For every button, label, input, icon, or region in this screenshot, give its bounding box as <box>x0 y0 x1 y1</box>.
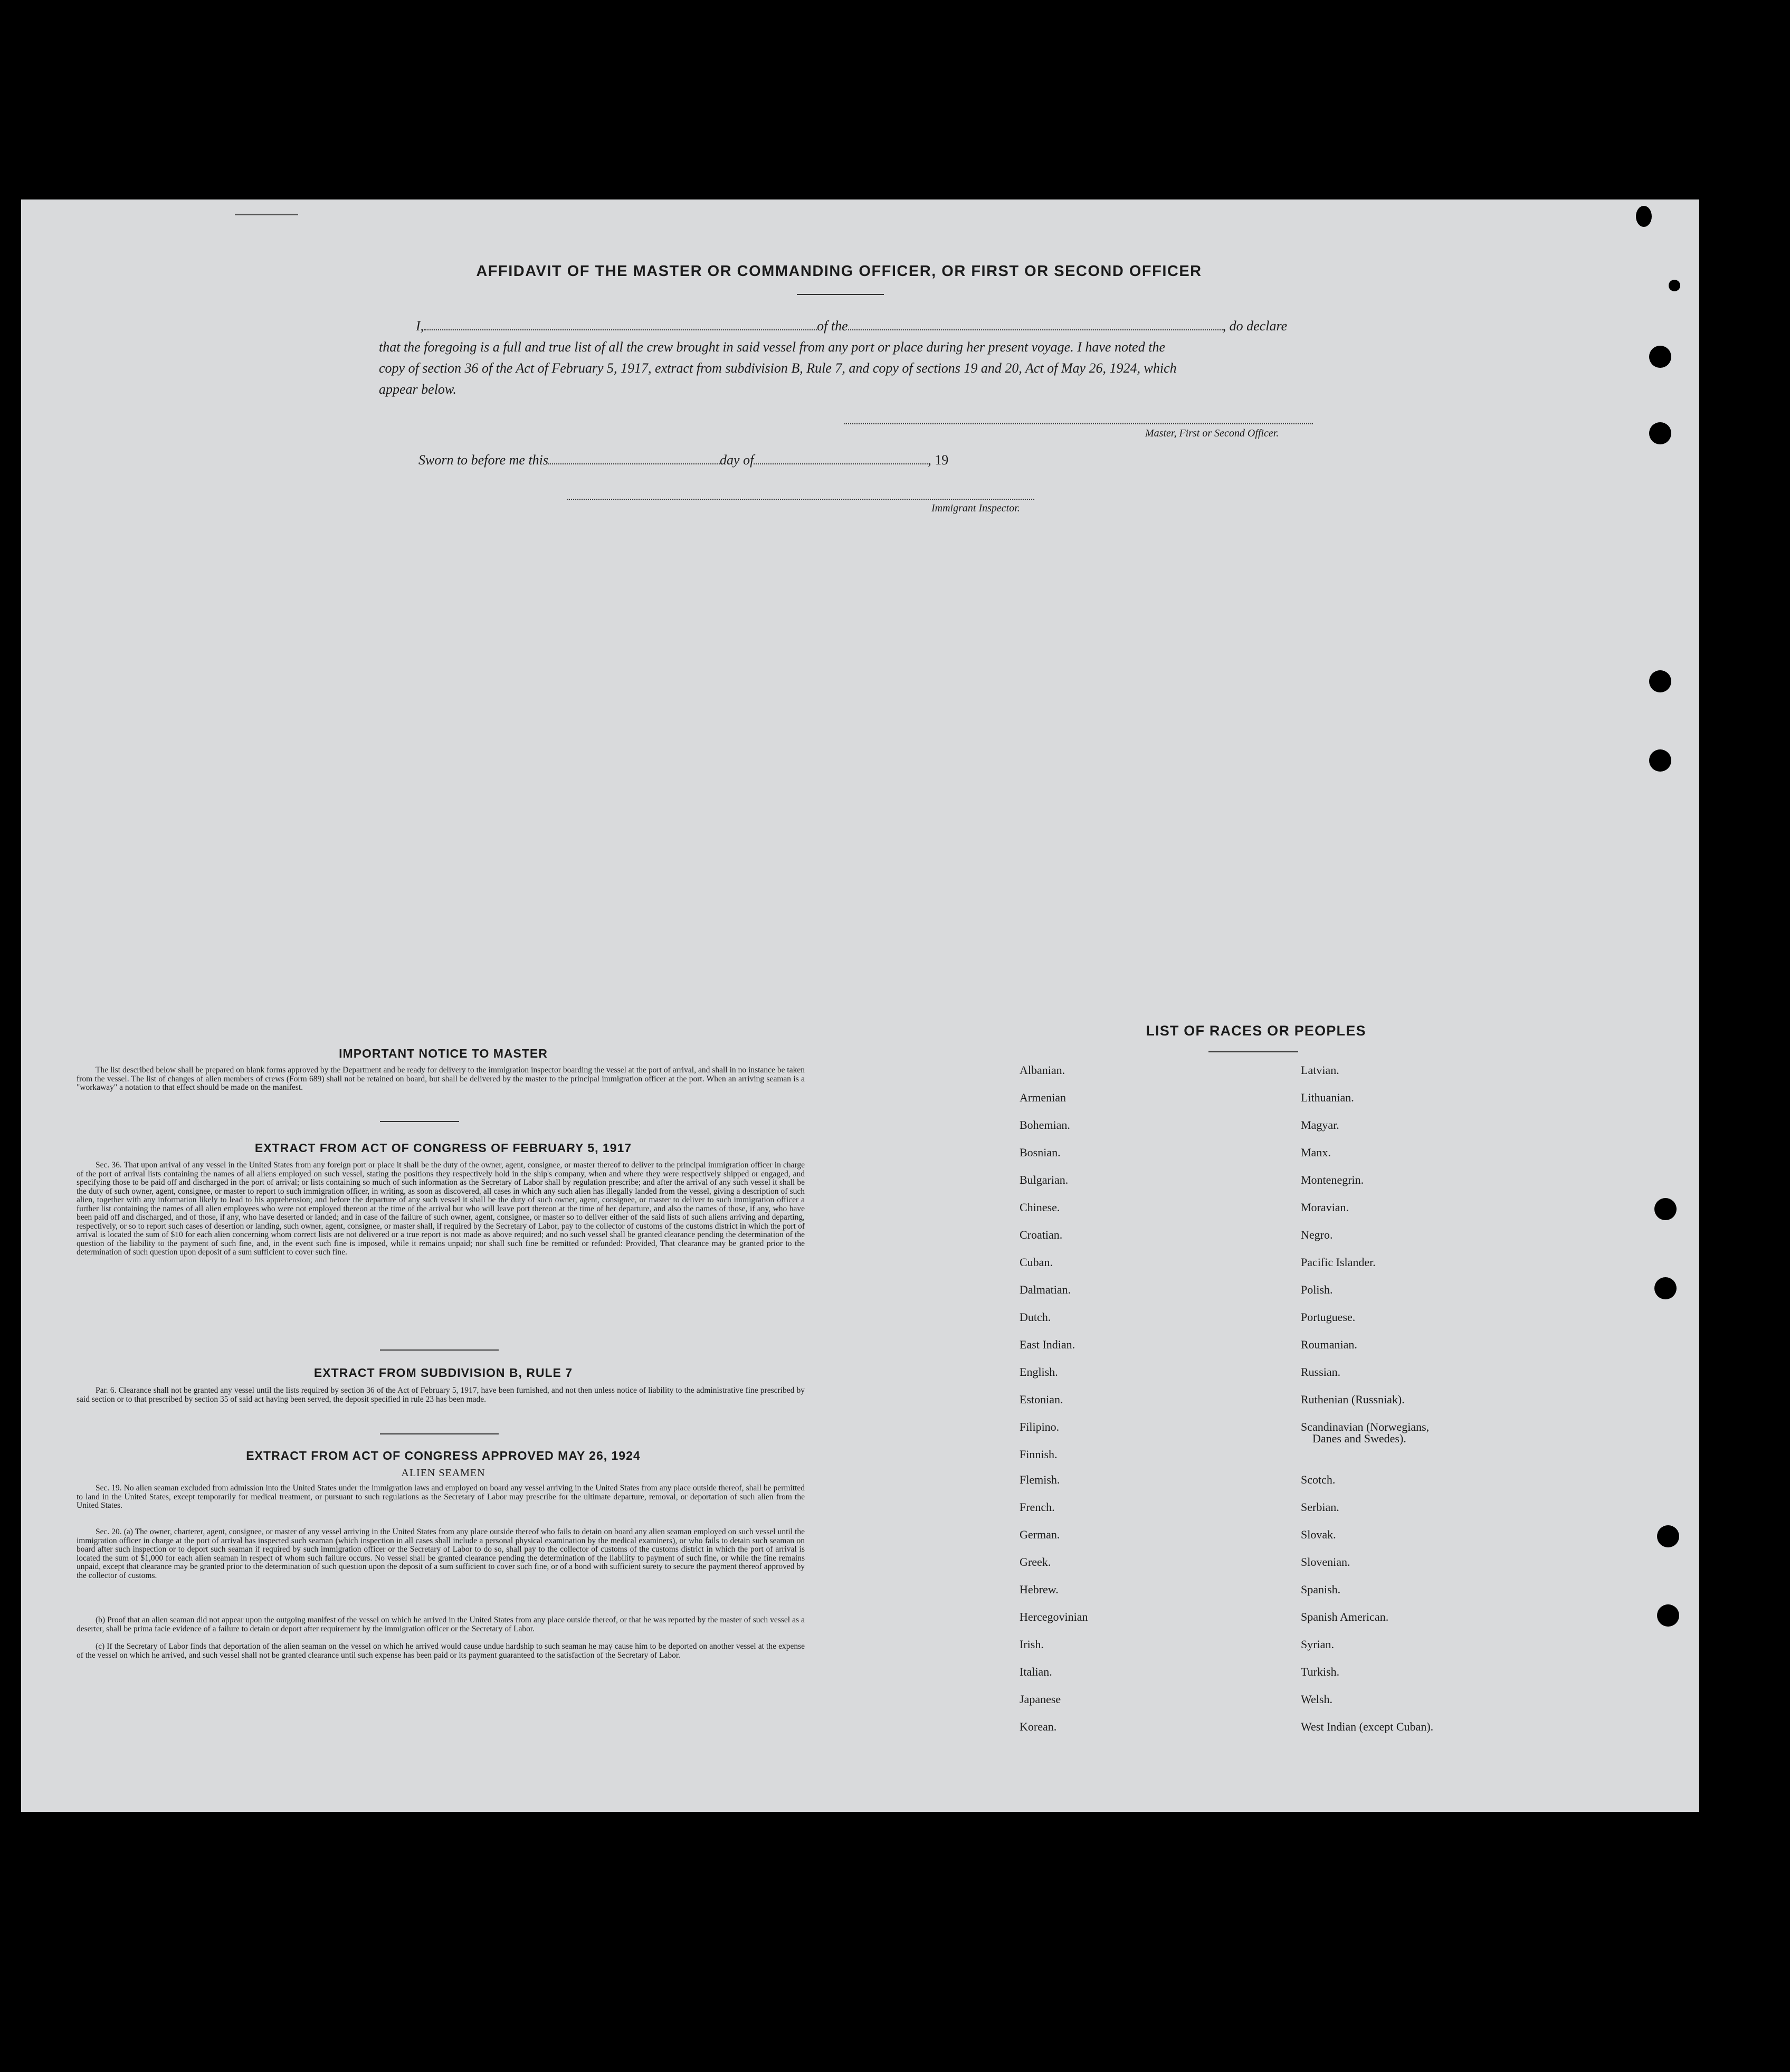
race-item: Greek. <box>1020 1555 1051 1569</box>
sworn-day-field[interactable] <box>548 452 720 464</box>
punch-hole <box>1657 1604 1679 1627</box>
race-item: Hercegovinian <box>1020 1610 1088 1623</box>
punch-hole <box>1649 670 1671 692</box>
punch-hole <box>1654 1198 1677 1220</box>
race-item: Roumanian. <box>1301 1338 1357 1351</box>
notice-title: IMPORTANT NOTICE TO MASTER <box>339 1047 548 1060</box>
extract-rule7-body: Par. 6. Clearance shall not be granted any vessel until the lists required by section 36 of the Act of February 5, 1917, have been furnished, and not then unless notice of liability to the administrative fine prescribed by said section or to that prescribed by section 35 of said act having been served, the deposit specified in rule 23 has been made. <box>77 1386 805 1404</box>
race-item: West Indian (except Cuban). <box>1301 1720 1434 1733</box>
race-item: Russian. <box>1301 1365 1341 1379</box>
race-item: Lithuanian. <box>1301 1091 1354 1104</box>
race-item: Turkish. <box>1301 1665 1340 1678</box>
extract-1924-sec19: Sec. 19. No alien seaman excluded from admission into the United States under the immigration laws and employed on board any vessel arriving in the United States from any place outside thereof, shall be permitted to land in the United States, except temporarily for medical treatment, or pursuant to such regulations as the Secretary of Labor may prescribe for the ultimate departure, removal, or deportation of such alien from the United States. <box>77 1484 805 1510</box>
race-item: Moravian. <box>1301 1201 1349 1214</box>
punch-hole <box>1669 280 1680 291</box>
race-item: German. <box>1020 1528 1060 1541</box>
section-divider <box>380 1349 499 1351</box>
master-signature-line[interactable] <box>844 423 1313 424</box>
race-item: Cuban. <box>1020 1256 1053 1269</box>
sworn-line <box>379 450 1313 471</box>
punch-hole <box>1654 1277 1677 1299</box>
affidavit-title: AFFIDAVIT OF THE MASTER OR COMMANDING OFFICER, OR FIRST OR SECOND OFFICER <box>476 263 1202 280</box>
affidavit-line-4: appear below. <box>379 382 456 397</box>
scan-speck <box>235 214 298 215</box>
race-item: Bosnian. <box>1020 1146 1061 1159</box>
section-divider <box>380 1433 499 1434</box>
title-divider <box>797 294 884 295</box>
race-item: Japanese <box>1020 1693 1061 1706</box>
affidavit-of-the: of the <box>817 318 848 334</box>
day-of-label: day of <box>720 452 754 468</box>
race-item: Portuguese. <box>1301 1310 1356 1324</box>
race-item: Finnish. <box>1020 1448 1058 1461</box>
race-item: Pacific Islander. <box>1301 1256 1376 1269</box>
extract-1924-sec20b: (b) Proof that an alien seaman did not appear upon the outgoing manifest of the vessel on which he arrived in the United States from any place outside thereof, or that he was reported by the master of such vessel as a deserter, shall be prima facie evidence of a failure to detain or deport after requirement by the immigration officer or the Secretary of Labor. <box>77 1615 805 1633</box>
extract-1924-sec20a: Sec. 20. (a) The owner, charterer, agent, consignee, or master of any vessel arriving in the United States from any place outside thereof who fails to detain on board any alien seaman employed on such vessel until the immigration officer in charge at the port of arrival has inspected such seaman (which inspection in all cases shall include a personal physical examination by the medical examiners), or who fails to detain such seaman on board after such inspection or to deport such seaman if required by such immigration officer or the Secretary of Labor to do so, shall pay to the collector of customs of the customs district in which the port of arrival is located the sum of $1,000 for each alien seaman in respect of whom such failure occurs. No vessel shall be granted clearance pending the determination of the liability to payment of such fine, or while the fine remains unpaid, except that clearance may be granted prior to the determination of such question upon the deposit of a sum sufficient to cover such fine, or of a bond with sufficient surety to secure the payment thereof approved by the collector of customs. <box>77 1527 805 1580</box>
inspector-caption: Immigrant Inspector. <box>931 502 1020 514</box>
race-item: Estonian. <box>1020 1393 1063 1406</box>
race-item: Dalmatian. <box>1020 1283 1071 1296</box>
race-item: Korean. <box>1020 1720 1057 1733</box>
race-item: Irish. <box>1020 1638 1044 1651</box>
extract-1917-title: EXTRACT FROM ACT OF CONGRESS OF FEBRUARY 5, 1917 <box>254 1141 632 1155</box>
year-label: , 19 <box>928 452 949 468</box>
race-item: East Indian. <box>1020 1338 1075 1351</box>
race-item: Serbian. <box>1301 1500 1339 1514</box>
race-item: Croatian. <box>1020 1228 1063 1241</box>
name-field[interactable] <box>424 318 817 330</box>
sworn-label: Sworn to before me this <box>418 452 549 468</box>
race-item: Filipino. <box>1020 1420 1060 1433</box>
master-caption: Master, First or Second Officer. <box>1145 427 1279 439</box>
affidavit-declare: , do declare <box>1222 318 1288 334</box>
race-item: Magyar. <box>1301 1118 1339 1132</box>
extract-1924-subtitle: ALIEN SEAMEN <box>401 1467 485 1479</box>
race-item: Bulgarian. <box>1020 1173 1069 1186</box>
extract-1917-body: Sec. 36. That upon arrival of any vessel in the United States from any foreign port or place it shall be the duty of the owner, agent, consignee, or master thereof to deliver to the principal immigration officer in charge of the port of arrival lists containing the names of all aliens employed on such vessel, stating the positions they respectively hold in the ship's company, when and where they were respectively shipped or engaged, and specifying those to be paid off and discharged in the port of arrival; or lists containing so much of such information as the Secretary of Labor shall by regulation prescribe; and after the arrival of any such vessel it shall be the duty of such owner, agent, consignee, or master to report to such immigration officer, in writing, as soon as discovered, all cases in which any such alien has illegally landed from the vessel, giving a description of such alien, together with any information likely to lead to his apprehension; and before the departure of any such vessel it shall be the duty of such owner, agent, consignee, or master to deliver to such immigration officer a further list containing the names of all alien employees who were not employed thereon at the time of the arrival but who will leave port thereon at the time of her departure, and also the names of those, if any, who have been paid off and discharged, and of those, if any, who have deserted or landed; and in case of the failure of such owner, agent, consignee, or master so to deliver either of the said lists of such aliens arriving and departing, respectively, or so to report such cases of desertion or landing, such owner, agent, consignee, or master shall, if required by the Secretary of Labor, pay to the collector of customs of the customs district in which the port of arrival is located the sum of $10 for each alien concerning whom correct lists are not delivered or a true report is not made as above required; and no such vessel shall be granted clearance pending the determination of the question of the liability to the payment of such fine, and, in the event such fine is imposed, while it remains unpaid; nor shall such fine be remitted or refunded: Provided, That clearance may be granted prior to the determination of such question upon deposit of a sum sufficient to cover such fine. <box>77 1161 805 1257</box>
race-item: Slovenian. <box>1301 1555 1350 1569</box>
race-item: Dutch. <box>1020 1310 1051 1324</box>
races-title: LIST OF RACES OR PEOPLES <box>1146 1023 1366 1039</box>
affidavit-line-3: copy of section 36 of the Act of February 5, 1917, extract from subdivision B, Rule 7, and copy of sections 19 and 20, Act of May 26, 1924, which <box>379 360 1177 376</box>
race-item: Polish. <box>1301 1283 1333 1296</box>
extract-rule7-title: EXTRACT FROM SUBDIVISION B, RULE 7 <box>313 1366 573 1380</box>
race-item: Manx. <box>1301 1146 1331 1159</box>
race-item: Hebrew. <box>1020 1583 1059 1596</box>
section-divider <box>380 1121 459 1122</box>
race-item: Flemish. <box>1020 1473 1060 1486</box>
race-item: Spanish. <box>1301 1583 1341 1596</box>
race-item: Montenegrin. <box>1301 1173 1364 1186</box>
sworn-month-field[interactable] <box>754 452 928 464</box>
affidavit-line-1 <box>379 316 1313 337</box>
race-item: Syrian. <box>1301 1638 1334 1651</box>
race-item: Albanian. <box>1020 1063 1065 1077</box>
punch-hole <box>1657 1525 1679 1547</box>
race-item: Ruthenian (Russniak). <box>1301 1393 1405 1406</box>
extract-1924-sec20c: (c) If the Secretary of Labor finds that deportation of the alien seaman on the vessel on which he arrived would cause undue hardship to such seaman he may cause him to be deported on another vessel at the expense of the vessel on which he arrived, and such vessel shall not be granted clearance until such expense has been paid or its payment guaranteed to the satisfaction of the Secretary of Labor. <box>77 1642 805 1660</box>
race-item: Scandinavian (Norwegians, Danes and Swedes). <box>1301 1420 1430 1445</box>
race-item: English. <box>1020 1365 1058 1379</box>
extract-1924-title: EXTRACT FROM ACT OF CONGRESS APPROVED MAY 26, 1924 <box>246 1449 641 1462</box>
race-item: Latvian. <box>1301 1063 1339 1077</box>
race-item: Chinese. <box>1020 1201 1060 1214</box>
punch-hole <box>1636 206 1652 227</box>
race-item: Slovak. <box>1301 1528 1336 1541</box>
race-item: Negro. <box>1301 1228 1333 1241</box>
race-item: Bohemian. <box>1020 1118 1070 1132</box>
affidavit-i: I, <box>416 318 424 334</box>
race-item: Welsh. <box>1301 1693 1332 1706</box>
punch-hole <box>1649 422 1671 444</box>
race-item: Italian. <box>1020 1665 1052 1678</box>
inspector-signature-line[interactable] <box>567 499 1034 500</box>
punch-hole <box>1649 749 1671 772</box>
race-item: Scotch. <box>1301 1473 1336 1486</box>
vessel-field[interactable] <box>848 318 1223 330</box>
race-item: French. <box>1020 1500 1055 1514</box>
races-divider <box>1208 1051 1298 1052</box>
race-item: Spanish American. <box>1301 1610 1389 1623</box>
affidavit-line-2: that the foregoing is a full and true list of all the crew brought in said vessel from any port or place during her present voyage. I have noted the <box>379 339 1165 355</box>
notice-body: The list described below shall be prepared on blank forms approved by the Department and be ready for delivery to the immigration inspector boarding the vessel at the port of arrival, and shall in no instance be taken from the vessel. The list of changes of alien members of crews (Form 689) shall not be retained on board, but shall be delivered by the master to the principal immigration officer at the port. When an arriving seaman is a "workaway" a notation to that effect should be made on the manifest. <box>77 1066 805 1092</box>
punch-hole <box>1649 346 1671 368</box>
race-item: Armenian <box>1020 1091 1066 1104</box>
